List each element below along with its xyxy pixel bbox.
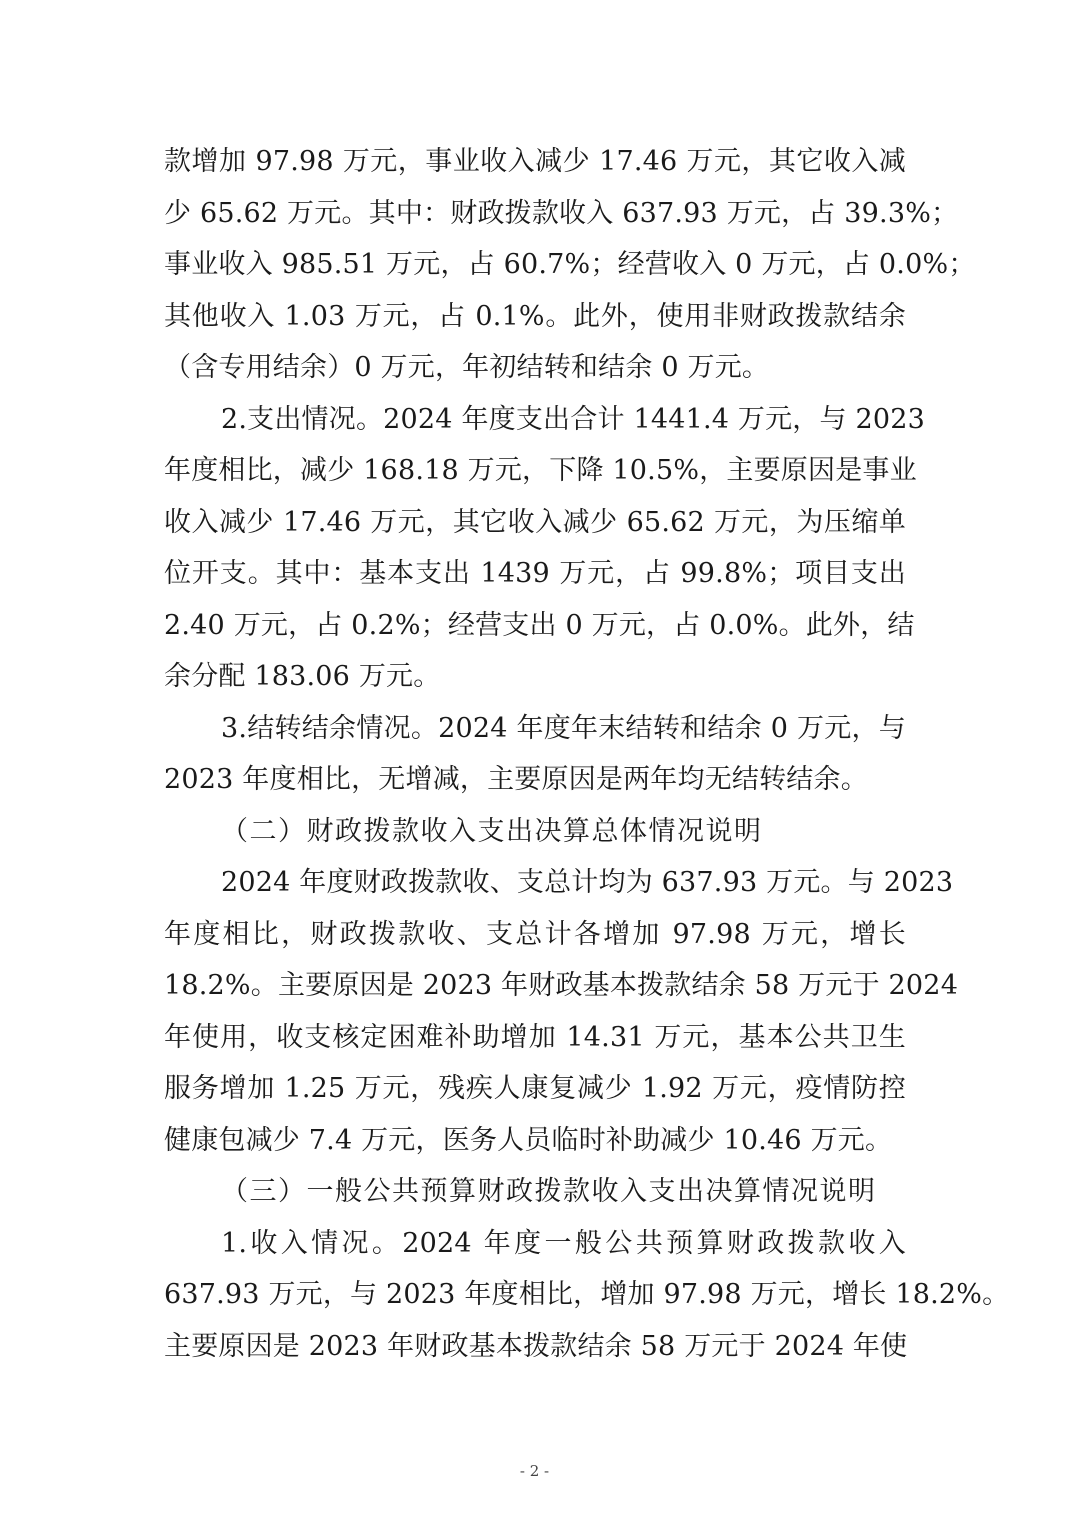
page-number: - 2 -	[519, 1462, 550, 1480]
body-text	[164, 136, 1010, 1372]
section-heading: （二）财政拨款收入支出决算总体情况说明	[221, 815, 763, 847]
text-line: 年度相比，财政拨款收、支总计各增加 97.98 万元，增长	[164, 918, 906, 950]
text-line: 款增加 97.98 万元，事业收入减少 17.46 万元，其它收入减	[164, 146, 906, 177]
text-line: 2.40 万元，占 0.2%；经营支出 0 万元，占 0.0%。此外，结	[164, 609, 915, 641]
text-line: 位开支。其中：基本支出 1439 万元，占 99.8%；项目支出	[164, 558, 906, 589]
text-line: （含专用结余）0 万元，年初结转和结余 0 万元。	[164, 352, 770, 383]
section-heading: （三）一般公共预算财政拨款收入支出决算情况说明	[221, 1176, 877, 1207]
text-line: 637.93 万元，与 2023 年度相比，增加 97.98 万元，增长 18.2%。	[164, 1279, 1010, 1310]
text-line: 健康包减少 7.4 万元，医务人员临时补助减少 10.46 万元。	[164, 1124, 893, 1156]
text-line: 少 65.62 万元。其中：财政拨款收入 637.93 万元，占 39.3%；	[164, 197, 959, 229]
text-line: 事业收入 985.51 万元，占 60.7%；经营收入 0 万元，占 0.0%；	[164, 249, 976, 280]
paragraph-start-line: 2024 年度财政拨款收、支总计均为 637.93 万元。与 2023	[221, 867, 954, 898]
paragraph-start-line: 1.收入情况。2024 年度一般公共预算财政拨款收入	[221, 1227, 906, 1259]
text-line: 18.2%。主要原因是 2023 年财政基本拨款结余 58 万元于 2024	[164, 970, 959, 1001]
text-line: 年度相比，减少 168.18 万元，下降 10.5%，主要原因是事业	[164, 455, 917, 486]
text-line: 主要原因是 2023 年财政基本拨款结余 58 万元于 2024 年使	[164, 1330, 908, 1362]
paragraph-start-line: 3.结转结余情况。2024 年度年末结转和结余 0 万元，与	[221, 712, 906, 744]
text-line: 收入减少 17.46 万元，其它收入减少 65.62 万元，为压缩单	[164, 506, 906, 538]
text-line: 服务增加 1.25 万元，残疾人康复减少 1.92 万元，疫情防控	[164, 1073, 906, 1104]
text-line: 年使用，收支核定困难补助增加 14.31 万元，基本公共卫生	[164, 1021, 906, 1053]
paragraph-start-line: 2.支出情况。2024 年度支出合计 1441.4 万元，与 2023	[221, 403, 925, 435]
text-line: 2023 年度相比，无增减，主要原因是两年均无结转结余。	[164, 764, 868, 795]
text-line: 其他收入 1.03 万元，占 0.1%。此外，使用非财政拨款结余	[164, 300, 906, 332]
text-line: 余分配 183.06 万元。	[164, 661, 441, 692]
